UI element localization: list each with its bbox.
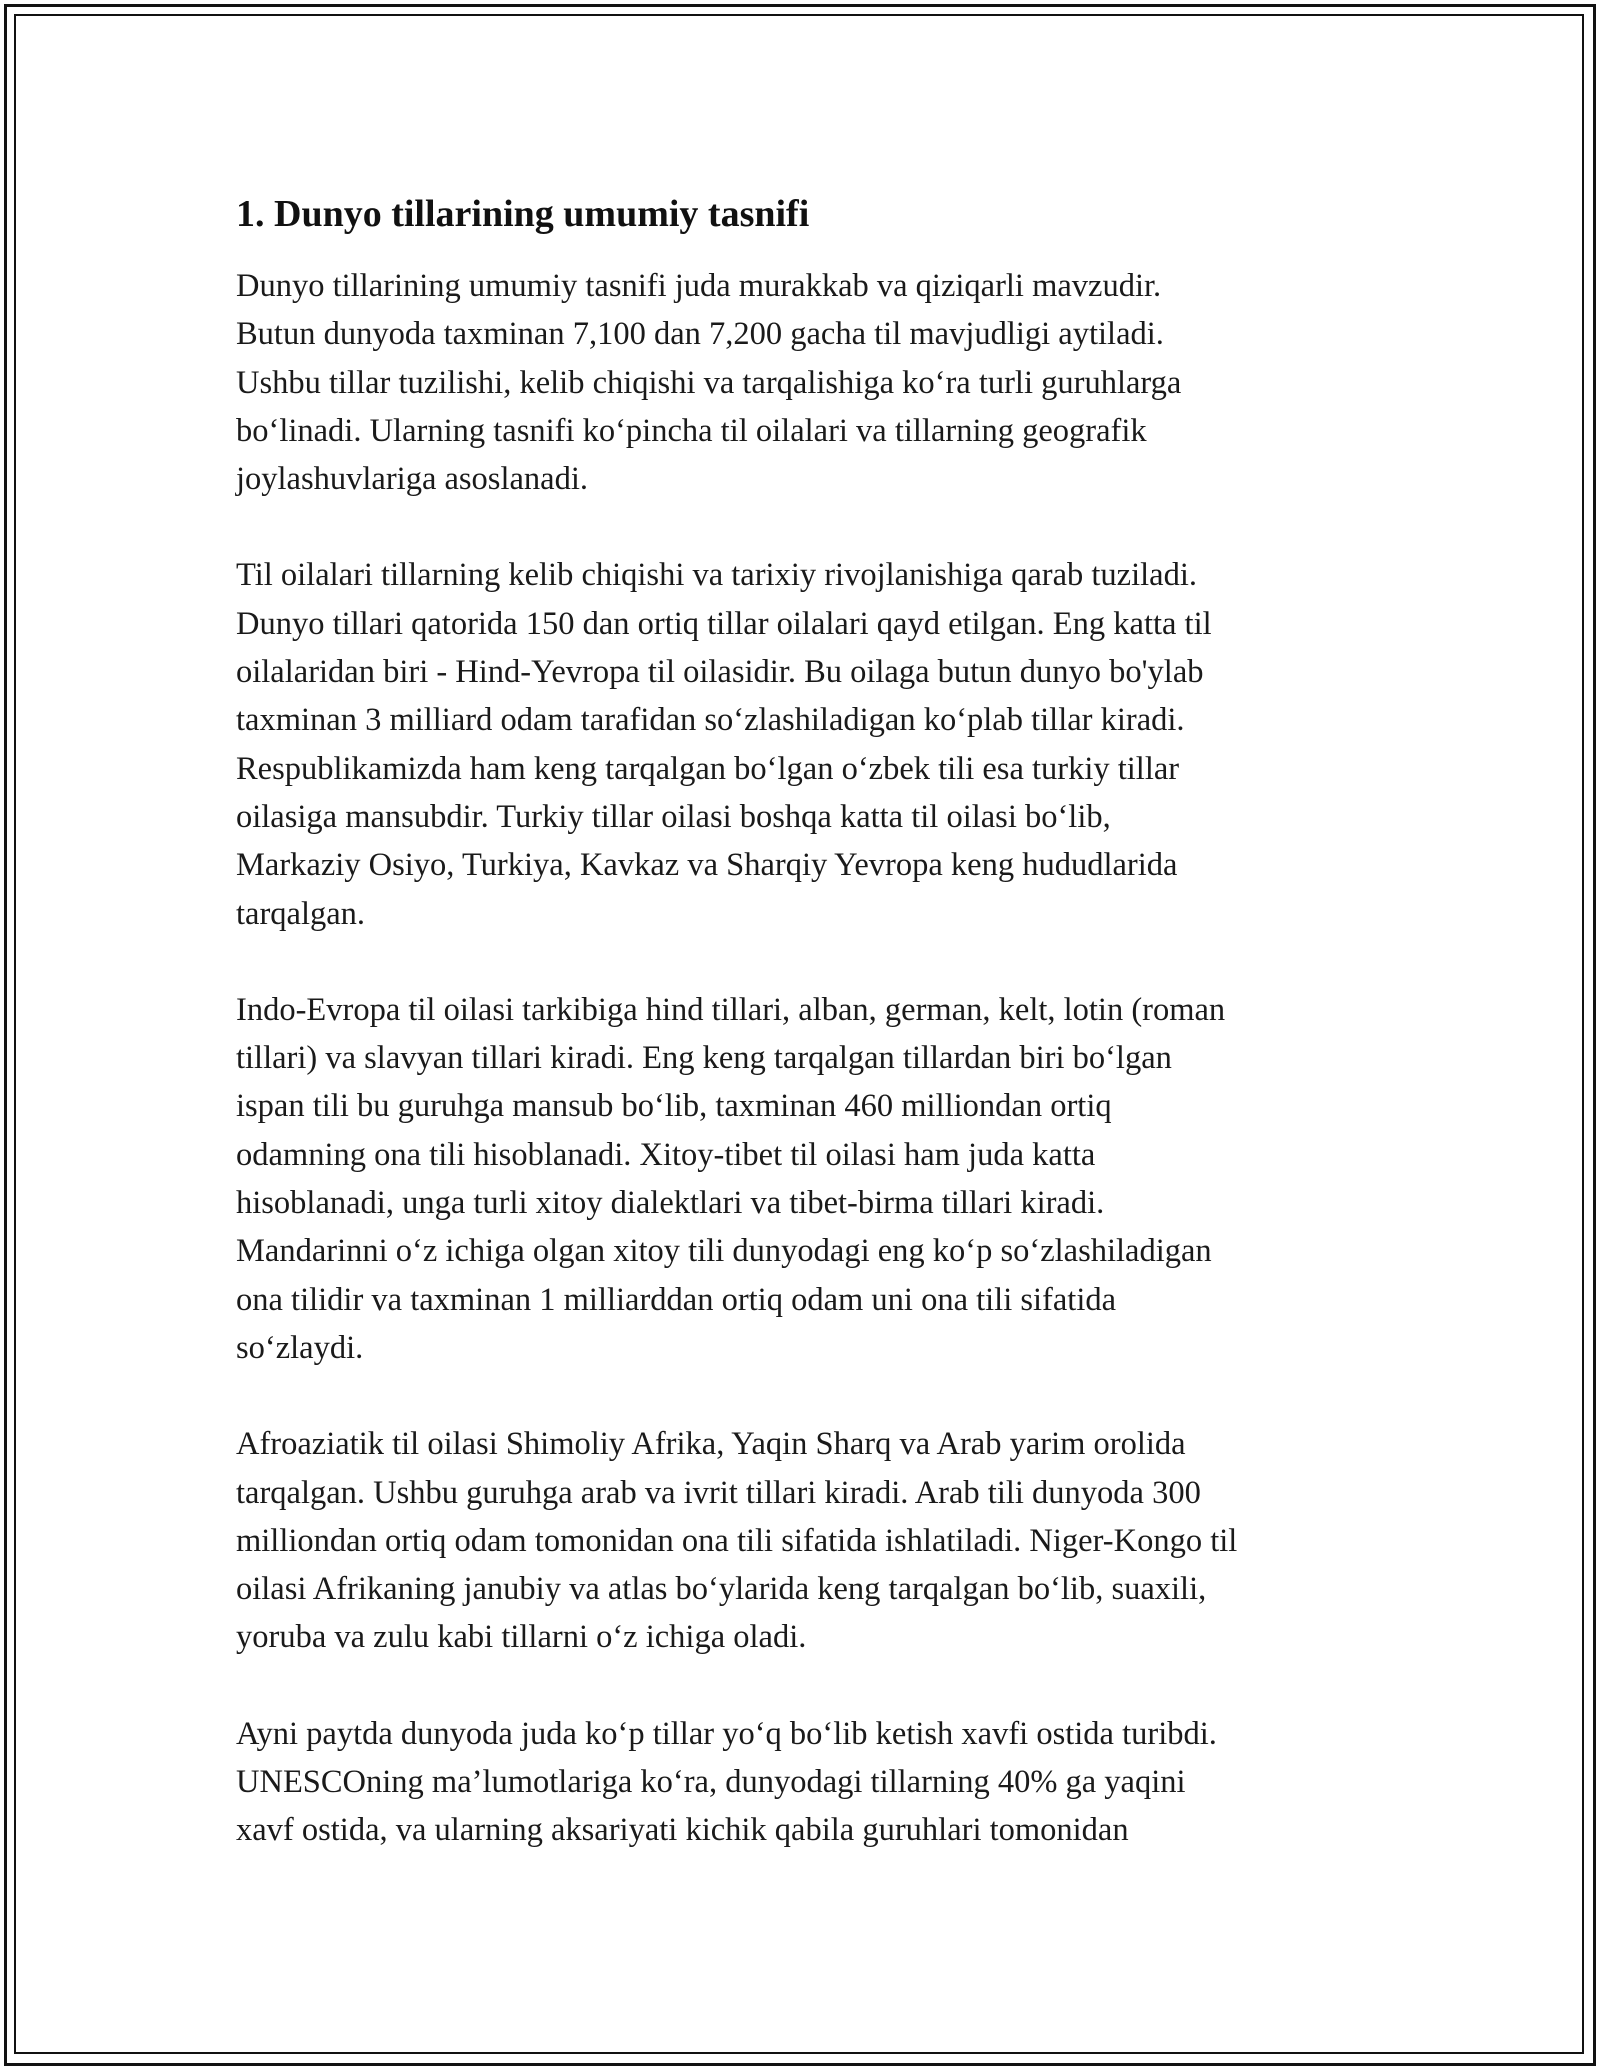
paragraph-overview: Dunyo tillarining umumiy tasnifi juda murakkab va qiziqarli mavzudir. Butun dunyoda taxminan 7,100 dan 7,200 gacha til mavjudligi aytiladi. Ushbu tillar tuzilishi, kelib chiqishi va tarqalishiga ko‘ra turli guruhlarga bo‘linadi. Ularning tasnifi ko‘pincha til oilalari va tillarning geografik joylashuvlariga asoslanadi. [236, 268, 1182, 498]
paragraph-indo-european: Indo-Evropa til oilasi tarkibiga hind tillari, alban, german, kelt, lotin (roman tillari) va slavyan tillari kiradi. Eng keng tarqalgan tillardan biri bo‘lgan ispan tili bu guruhga mansub bo‘lib, taxminan 460 milliondan ortiq odamning ona tili hisoblanadi. Xitoy-tibet til oilasi ham juda katta hisoblanadi, unga turli xitoy dialektlari va tibet-birma tillari kiradi. Mandarinni o‘z ichiga olgan xitoy tili dunyodagi eng ko‘p so‘zlashiladigan ona tilidir va taxminan 1 milliarddan ortiq odam uni ona tili sifatida so‘zlaydi. [236, 991, 1226, 1366]
document-body [236, 190, 1376, 1903]
paragraph-language-families: Til oilalari tillarning kelib chiqishi va tarixiy rivojlanishiga qarab tuziladi. Dunyo tillari qatorida 150 dan ortiq tillar oilalari qayd etilgan. Eng katta til oilalaridan biri - Hind-Yevropa til oilasidir. Bu oilaga butun dunyo bo'ylab taxminan 3 milliard odam tarafidan so‘zlashiladigan ko‘plab tillar kiradi. Respublikamizda ham keng tarqalgan bo‘lgan o‘zbek tili esa turkiy tillar oilasiga mansubdir. Turkiy tillar oilasi boshqa katta til oilasi bo‘lib, Markaziy Osiyo, Turkiya, Kavkaz va Sharqiy Yevropa keng hududlarida tarqalgan. [236, 557, 1212, 932]
paragraph-endangered-languages: Ayni paytda dunyoda juda ko‘p tillar yo‘q bo‘lib ketish xavfi ostida turibdi. UNESCOning ma’lumotlariga ko‘ra, dunyodagi tillarning 40% ga yaqini xavf ostida, va ularning aksariyati kichik qabila guruhlari tomonidan [236, 1715, 1217, 1849]
paragraph-afroasiatic: Afroaziatik til oilasi Shimoliy Afrika, Yaqin Sharq va Arab yarim orolida tarqalgan. Ushbu guruhga arab va ivrit tillari kiradi. Arab tili dunyoda 300 milliondan ortiq odam tomonidan ona tili sifatida ishlatiladi. Niger-Kongo til oilasi Afrikaning janubiy va atlas bo‘ylarida keng tarqalgan bo‘lib, suaxili, yoruba va zulu kabi tillarni o‘z ichiga oladi. [236, 1426, 1238, 1656]
section-heading: 1. Dunyo tillarining umumiy tasnifi [236, 193, 810, 235]
